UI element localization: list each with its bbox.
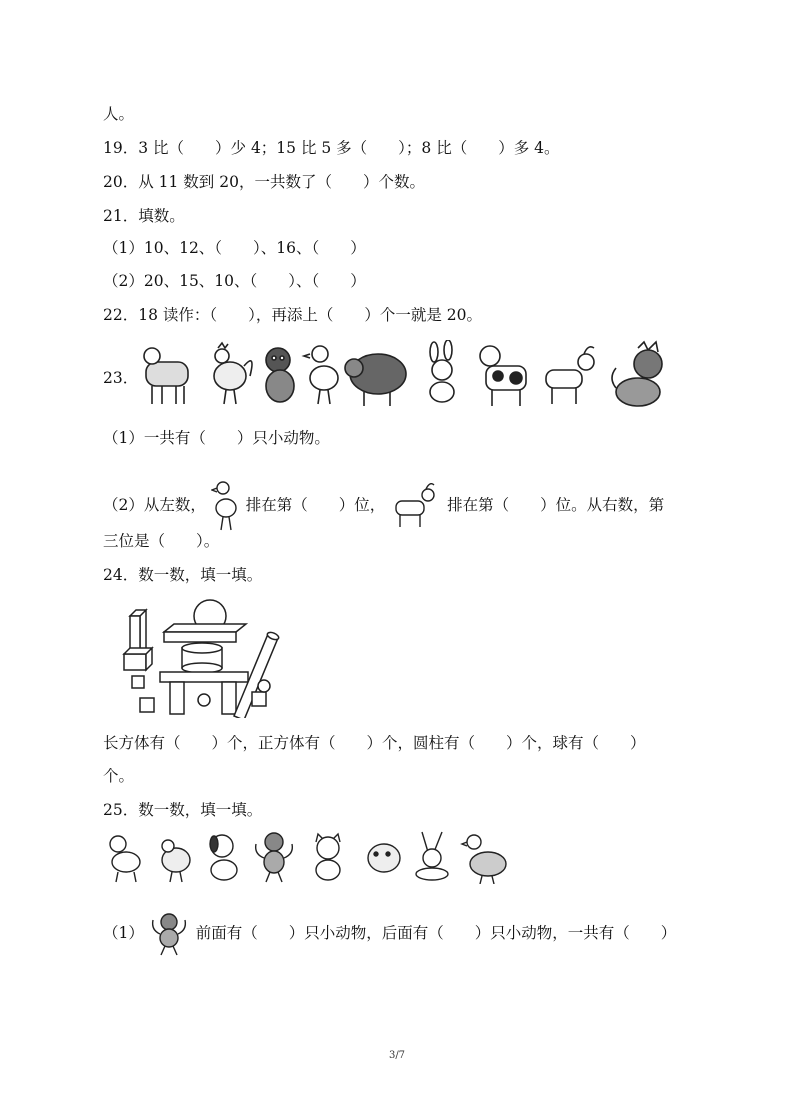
cat-icon — [612, 342, 662, 406]
question-24-answer: 长方体有（ ）个，正方体有（ ）个，圆柱有（ ）个，球有（ ） — [103, 734, 646, 752]
cuboid-shape — [170, 682, 184, 714]
question-23-number: 23． — [103, 369, 139, 387]
monkey-icon — [256, 833, 293, 882]
question-25-part-1: （1） 前面有（ ）只小动物，后面有（ ）只小动物，一共有（ ） — [103, 912, 676, 956]
duck-icon — [304, 346, 338, 404]
goat-icon — [392, 483, 440, 529]
question-25-animals — [104, 830, 510, 884]
rooster-icon — [162, 840, 190, 882]
question-20: 20．从 11 数到 20，一共数了（ ）个数。 — [103, 173, 425, 191]
cuboid-shape — [222, 682, 236, 714]
cuboid-shape — [160, 672, 248, 682]
rabbit-icon — [416, 832, 448, 880]
cat-icon — [316, 834, 340, 880]
question-23-part-2: （2）从左数， 排在第（ ）位， 排在第（ ）位。从右数，第 — [103, 480, 664, 532]
question-25: 25．数一数，填一填。 — [103, 801, 263, 819]
question-23-animals — [138, 340, 688, 412]
duck-icon — [211, 480, 239, 532]
pony-icon — [110, 836, 140, 882]
sphere-shape — [198, 694, 210, 706]
cube-shape — [132, 676, 144, 688]
sheep-icon — [144, 348, 188, 404]
dog-icon — [266, 348, 294, 402]
question-22: 22．18 读作：（ ），再添上（ ）个一就是 20。 — [103, 306, 483, 324]
cuboid-shape — [164, 624, 246, 632]
question-21-part-2: （2）20、15、10、（ ）、（ ） — [103, 272, 366, 290]
question-24-blocks-figure — [118, 598, 282, 718]
question-23-part-1: （1）一共有（ ）只小动物。 — [103, 429, 330, 447]
sphere-shape — [258, 680, 270, 692]
question-24: 24．数一数，填一填。 — [103, 566, 263, 584]
question-21: 21．填数。 — [103, 207, 185, 225]
question-21-part-1: （1）10、12、（ ）、16、（ ） — [103, 239, 366, 257]
monkey-icon — [149, 912, 189, 956]
cube-shape — [252, 692, 266, 706]
rabbit-icon — [430, 340, 454, 402]
rooster-icon — [214, 343, 252, 404]
puppy-icon — [210, 835, 237, 880]
cube-shape — [124, 654, 146, 670]
cow-icon — [480, 346, 526, 406]
continued-text: 人。 — [103, 105, 135, 123]
cube-shape — [140, 698, 154, 712]
question-24-answer-continued: 个。 — [103, 767, 135, 785]
goat-icon — [546, 347, 594, 404]
page-number: 3/7 — [388, 1050, 406, 1061]
question-19: 19．3 比（ ）少 4；15 比 5 多（ ）；8 比（ ）多 4。 — [103, 139, 560, 157]
lamb-icon — [368, 844, 400, 872]
duck-icon — [462, 835, 506, 884]
question-23-part-2-continued: 三位是（ ）。 — [103, 532, 220, 550]
pig-icon — [345, 354, 406, 406]
